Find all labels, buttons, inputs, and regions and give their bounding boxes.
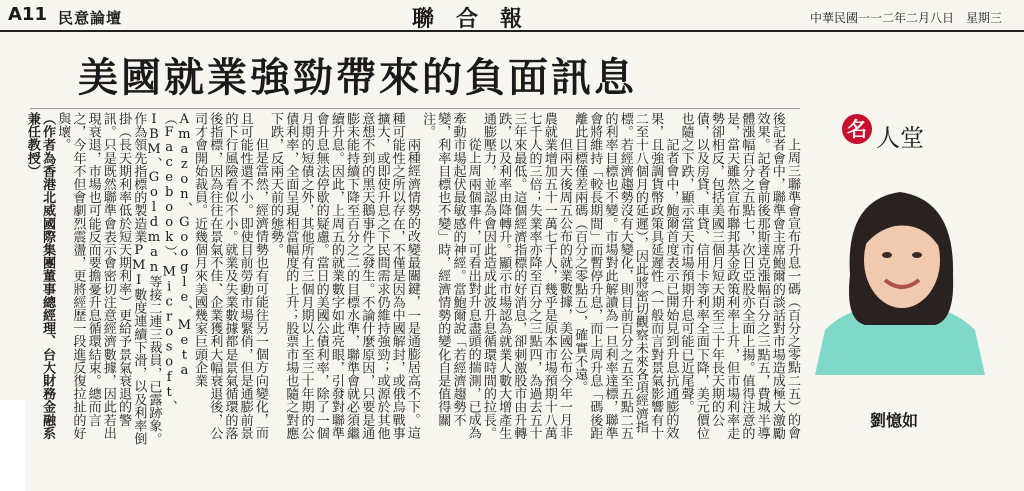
newspaper-masthead: 聯合報 — [412, 6, 545, 32]
headline: 美國就業強勁帶來的負面訊息 — [78, 54, 637, 101]
paragraph: 但兩天後周五公布的就業數據，美國公布今年一月非農就業增加五十一萬七千人，幾乎是原本市場預期十八萬七千人的三倍；失業率亦降至百分之三點四，為過去五十三年來最低。這個經濟指標的好消息，卻刺激股市由升轉跌，以及利率由降轉升。顯示市場認為就業人數大增產生通膨壓力，並認為會因此造成此波升息循環時間的拉長。 — [480, 112, 572, 440]
author-name: 劉憶如 — [870, 411, 919, 430]
section-label: 民意論壇 — [58, 9, 123, 27]
column-badge: 名 — [842, 114, 872, 144]
paragraph: 上周三聯準會宣布升息一碼（百分之零點二五）的會後記者會中，聯準會主席鮑爾的談話對市場造成極大激勵效果。記者會前後那斯達克漲幅百分之三點五，費城半導體漲幅百分之五點七，次日亞股亦全面上揚。值得注意的是，當天雖然宣布聯邦基金政策利率上升，但市場利率走勢卻相反，包括美國三個月短天期至三十年長天期的公債，以及房貸、車貸、信用卡等利率全面下降，美元價位也隨之下跌，顯示當天市場預期升息可能已近尾聲。 — [678, 112, 800, 440]
dateline: 中華民國一一二年二月八日 星期三 — [809, 11, 1002, 25]
author-credit: （作者為香港北威國際集團董事總經理、台大財務金融系兼任教授） — [24, 112, 56, 440]
article-body — [24, 112, 800, 452]
paragraph: 但是當然，經濟情勢也有可能往另一個方向變化，而且可能性還不小。即使目前勞動市場緊俏，但是通膨前景的下行風險看似不小。就業及失業數據都是景氣循環的落後指標，因為往往在景氣不佳、企業獲利大幅衰退後，公司才會開始裁員。近幾個月來美國幾家巨頭企業Amazon、Google、Meta（Facebook）、Microsoft、IBM、Goldman等接二連三裁員，已露跡象。作為領先指標的製造業PMI數度連續下滑，以及利率倒掛（長天期利率低於短天期利率）更給予景氣衰退的警訊。只是既然聯準會表示會密切注意經濟數據，因此若出現衰退，市場也可能反而要擔憂升息循環結束。總而言之，今年不但會劇烈震盪，更將經歷一段進反復拉扯的好與壞。 — [55, 112, 268, 446]
paragraph: 兩種經濟情勢的改變最關鍵，一是通膨居高不下。這種可能性之所以存在，不僅是因為中國解封，或俄烏戰事擴大，或即使升息之下民間需求仍維持強勁；或源於其他意想不到的黑天鵝事件之發生。不論什麼原因，只要是通膨未能持續下降至百分之二的目標水準，聯準會就必須繼續升息。因此，上周五的就業數字如此亮眼，引發對聯準會升息無法停歇的疑慮。當日的美國公債利率，除了一個月期的短債之外，其他所有三個月期以上至三十年期的公債利率，全面呈現相當幅度的上升；股票市場也隨之對應下跌，反兩天前的態勢。 — [268, 112, 420, 440]
page-number: A11 — [8, 4, 47, 25]
column-rule-top — [30, 108, 800, 109]
page-edge — [0, 400, 26, 491]
author-photo — [805, 160, 995, 375]
page-header — [0, 0, 1024, 32]
paragraph: 記者會中，鮑爾首度表示已開始見到升息抗通膨的效果，且強調貨幣政策具延遲性（一般而言對景氣影響有十二至十八個月的延遲），因此將密切觀察未來各項經濟指標。若經濟趨勢沒有大變化，則目前百分之五至五點二五的利率目標也不變。市場對此解讀為一旦利率達標，聯準會將維持「較長期間」而暫停升息，而上周升息「碼後距離此目標僅差兩碼（百分之零點五），確實不遠。 — [572, 112, 679, 440]
column-name: 人堂 — [876, 124, 924, 152]
paragraph: 從上周兩個事件，可看出對升息盡頭的揣測，已成為牽動市場起伏最敏感的神經。當鮑爾說「若經濟趨勢不變，利率目標也不變」時，經濟情勢的變化自是值得關注。 — [420, 112, 481, 440]
